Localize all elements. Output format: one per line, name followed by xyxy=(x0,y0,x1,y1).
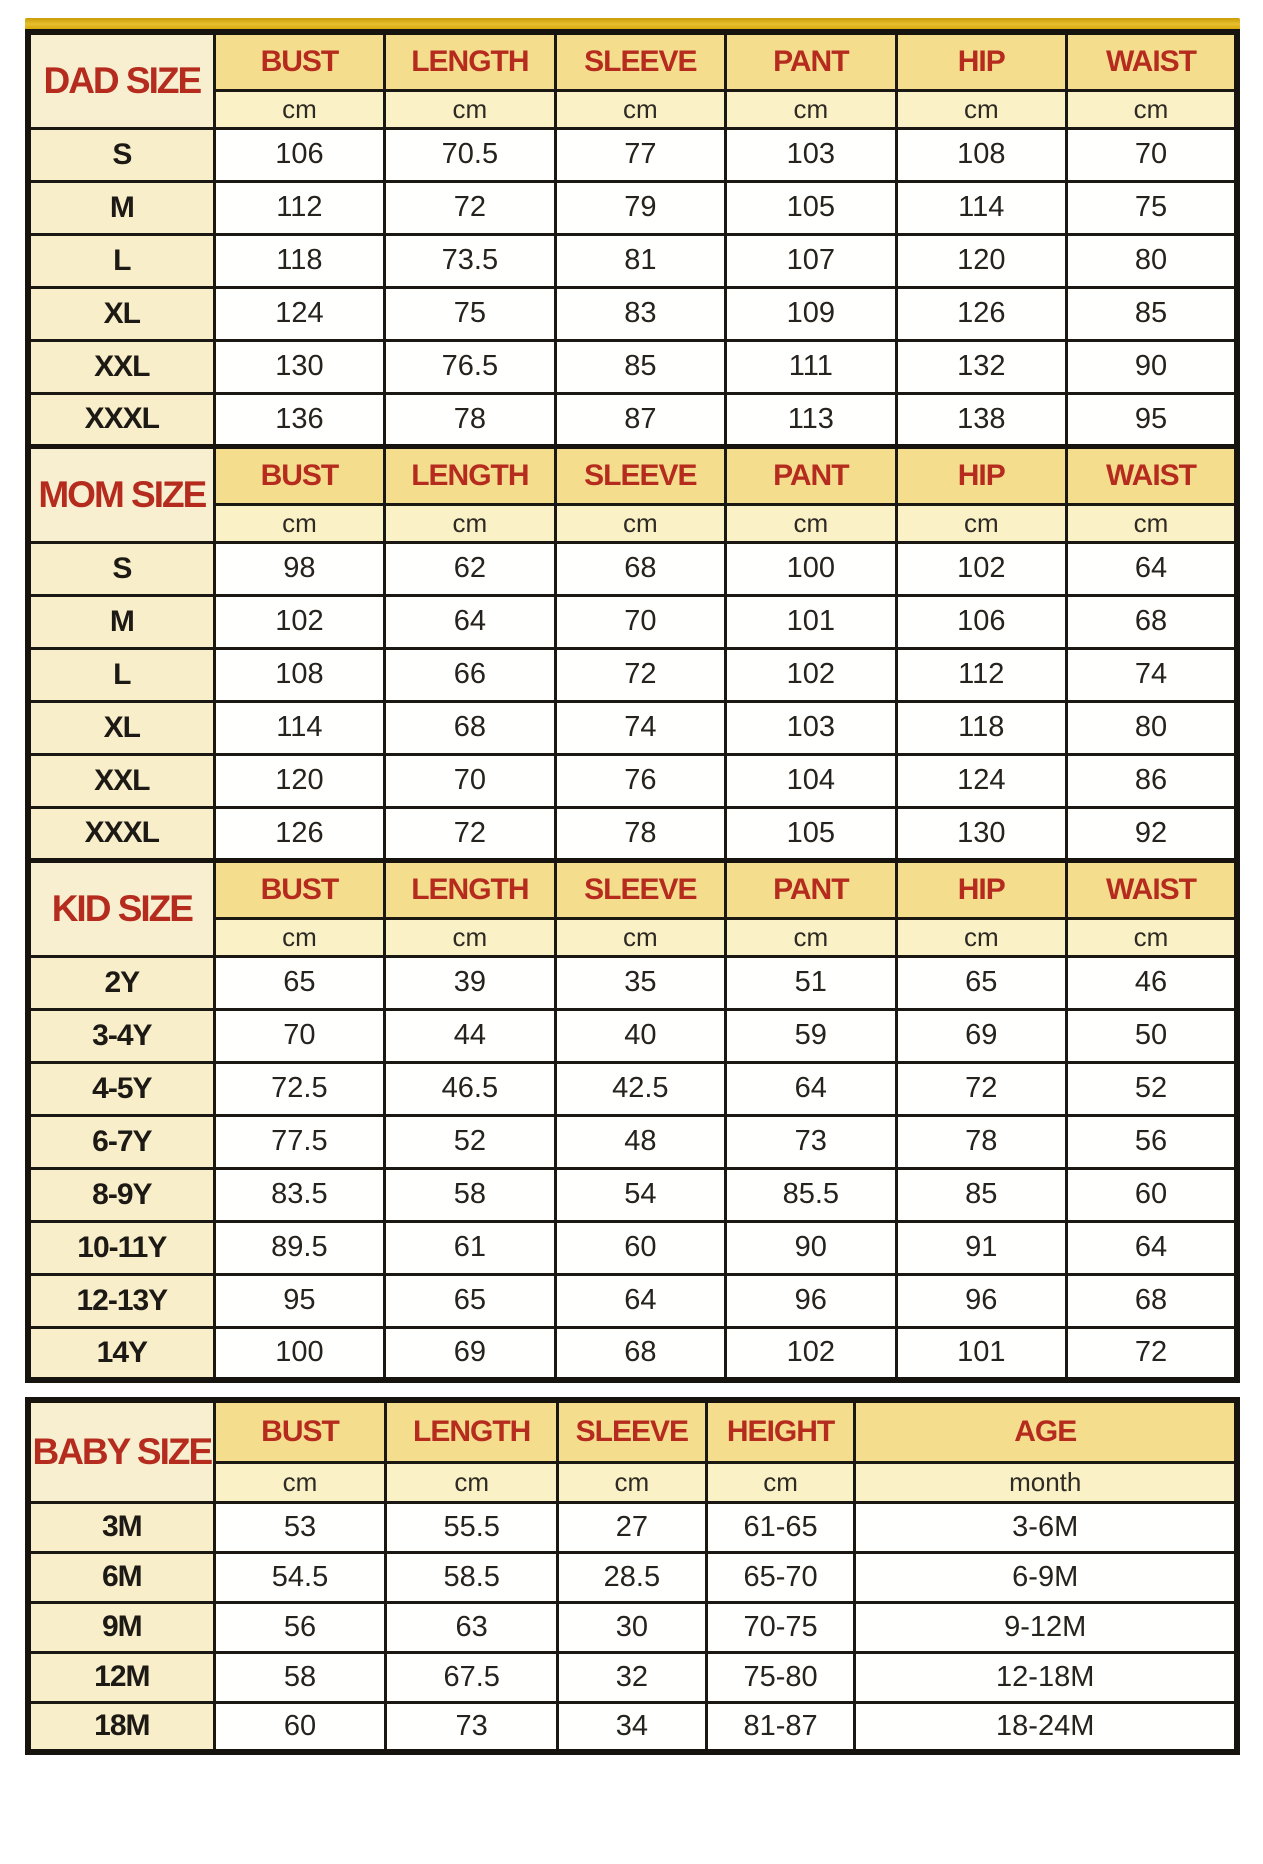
column-header: PANT xyxy=(726,32,896,90)
size-row-label: 8-9Y xyxy=(28,1168,214,1221)
unit-cell: cm xyxy=(214,1462,386,1502)
value-cell: 40 xyxy=(555,1009,725,1062)
column-header: PANT xyxy=(726,860,896,918)
value-cell: 77.5 xyxy=(214,1115,384,1168)
gold-top-bar xyxy=(25,18,1240,29)
value-cell: 85 xyxy=(896,1168,1066,1221)
value-cell: 106 xyxy=(214,128,384,181)
value-cell: 54 xyxy=(555,1168,725,1221)
unit-cell: cm xyxy=(385,90,555,128)
column-header: WAIST xyxy=(1067,446,1237,504)
value-cell: 81 xyxy=(555,234,725,287)
value-cell: 72 xyxy=(385,807,555,860)
size-row-label: 6-7Y xyxy=(28,1115,214,1168)
unit-cell: cm xyxy=(385,504,555,542)
table-row xyxy=(28,1552,1237,1602)
value-cell: 32 xyxy=(558,1652,707,1702)
value-cell: 39 xyxy=(385,956,555,1009)
size-row-label: 6M xyxy=(28,1552,214,1602)
value-cell: 112 xyxy=(896,648,1066,701)
value-cell: 126 xyxy=(214,807,384,860)
table-row xyxy=(28,393,1237,446)
value-cell: 18-24M xyxy=(855,1702,1237,1752)
value-cell: 66 xyxy=(385,648,555,701)
value-cell: 95 xyxy=(1067,393,1237,446)
column-header: BUST xyxy=(214,1400,386,1462)
value-cell: 68 xyxy=(555,1327,725,1380)
value-cell: 55.5 xyxy=(386,1502,558,1552)
table-row xyxy=(28,754,1237,807)
size-row-label: 14Y xyxy=(28,1327,214,1380)
value-cell: 46.5 xyxy=(385,1062,555,1115)
size-row-label: XXL xyxy=(28,754,214,807)
value-cell: 108 xyxy=(896,128,1066,181)
unit-cell: cm xyxy=(385,918,555,956)
table-row xyxy=(28,1221,1237,1274)
section-title: MOM SIZE xyxy=(28,446,214,542)
value-cell: 61-65 xyxy=(706,1502,855,1552)
value-cell: 85.5 xyxy=(726,1168,896,1221)
value-cell: 130 xyxy=(896,807,1066,860)
value-cell: 75 xyxy=(1067,181,1237,234)
value-cell: 85 xyxy=(1067,287,1237,340)
table-row xyxy=(28,287,1237,340)
unit-cell: cm xyxy=(1067,90,1237,128)
value-cell: 87 xyxy=(555,393,725,446)
unit-cell: cm xyxy=(555,90,725,128)
value-cell: 79 xyxy=(555,181,725,234)
value-cell: 107 xyxy=(726,234,896,287)
value-cell: 138 xyxy=(896,393,1066,446)
value-cell: 70-75 xyxy=(706,1602,855,1652)
value-cell: 59 xyxy=(726,1009,896,1062)
table-row xyxy=(28,1327,1237,1380)
value-cell: 75-80 xyxy=(706,1652,855,1702)
size-row-label: M xyxy=(28,595,214,648)
unit-cell: cm xyxy=(896,918,1066,956)
column-header: PANT xyxy=(726,446,896,504)
size-row-label: 3-4Y xyxy=(28,1009,214,1062)
value-cell: 78 xyxy=(555,807,725,860)
value-cell: 112 xyxy=(214,181,384,234)
value-cell: 65 xyxy=(896,956,1066,1009)
unit-cell: month xyxy=(855,1462,1237,1502)
column-header: AGE xyxy=(855,1400,1237,1462)
column-header: HEIGHT xyxy=(706,1400,855,1462)
value-cell: 120 xyxy=(214,754,384,807)
table-row xyxy=(28,595,1237,648)
value-cell: 48 xyxy=(555,1115,725,1168)
section-title: BABY SIZE xyxy=(28,1400,214,1502)
value-cell: 74 xyxy=(1067,648,1237,701)
size-row-label: 3M xyxy=(28,1502,214,1552)
value-cell: 56 xyxy=(214,1602,386,1652)
value-cell: 111 xyxy=(726,340,896,393)
value-cell: 68 xyxy=(555,542,725,595)
value-cell: 72.5 xyxy=(214,1062,384,1115)
table-row xyxy=(28,181,1237,234)
column-header: HIP xyxy=(896,446,1066,504)
value-cell: 74 xyxy=(555,701,725,754)
value-cell: 73 xyxy=(386,1702,558,1752)
table-row xyxy=(28,1502,1237,1552)
table-row xyxy=(28,1009,1237,1062)
value-cell: 106 xyxy=(896,595,1066,648)
value-cell: 102 xyxy=(726,648,896,701)
value-cell: 104 xyxy=(726,754,896,807)
value-cell: 63 xyxy=(386,1602,558,1652)
family-size-table-body xyxy=(28,32,1237,1380)
value-cell: 27 xyxy=(558,1502,707,1552)
value-cell: 80 xyxy=(1067,234,1237,287)
column-header: LENGTH xyxy=(385,32,555,90)
value-cell: 78 xyxy=(385,393,555,446)
value-cell: 44 xyxy=(385,1009,555,1062)
size-row-label: L xyxy=(28,648,214,701)
unit-cell: cm xyxy=(555,504,725,542)
unit-cell: cm xyxy=(1067,504,1237,542)
value-cell: 28.5 xyxy=(558,1552,707,1602)
value-cell: 60 xyxy=(555,1221,725,1274)
value-cell: 101 xyxy=(726,595,896,648)
unit-cell: cm xyxy=(896,90,1066,128)
table-row xyxy=(28,1652,1237,1702)
size-row-label: 4-5Y xyxy=(28,1062,214,1115)
value-cell: 72 xyxy=(896,1062,1066,1115)
value-cell: 83 xyxy=(555,287,725,340)
column-header: WAIST xyxy=(1067,860,1237,918)
value-cell: 76 xyxy=(555,754,725,807)
size-row-label: 12-13Y xyxy=(28,1274,214,1327)
value-cell: 103 xyxy=(726,701,896,754)
size-row-label: XL xyxy=(28,701,214,754)
value-cell: 83.5 xyxy=(214,1168,384,1221)
column-header: BUST xyxy=(214,860,384,918)
table-row xyxy=(28,128,1237,181)
value-cell: 72 xyxy=(385,181,555,234)
value-cell: 34 xyxy=(558,1702,707,1752)
value-cell: 35 xyxy=(555,956,725,1009)
value-cell: 92 xyxy=(1067,807,1237,860)
value-cell: 81-87 xyxy=(706,1702,855,1752)
value-cell: 54.5 xyxy=(214,1552,386,1602)
value-cell: 64 xyxy=(726,1062,896,1115)
value-cell: 72 xyxy=(1067,1327,1237,1380)
value-cell: 136 xyxy=(214,393,384,446)
table-row xyxy=(28,340,1237,393)
value-cell: 30 xyxy=(558,1602,707,1652)
table-row xyxy=(28,807,1237,860)
column-header: BUST xyxy=(214,446,384,504)
value-cell: 65 xyxy=(385,1274,555,1327)
value-cell: 68 xyxy=(1067,595,1237,648)
size-row-label: 2Y xyxy=(28,956,214,1009)
size-row-label: XL xyxy=(28,287,214,340)
size-row-label: XXXL xyxy=(28,393,214,446)
table-row xyxy=(28,956,1237,1009)
value-cell: 89.5 xyxy=(214,1221,384,1274)
value-cell: 65-70 xyxy=(706,1552,855,1602)
size-row-label: M xyxy=(28,181,214,234)
value-cell: 70 xyxy=(214,1009,384,1062)
table-row xyxy=(28,234,1237,287)
table-row xyxy=(28,1602,1237,1652)
value-cell: 98 xyxy=(214,542,384,595)
value-cell: 118 xyxy=(896,701,1066,754)
column-header: LENGTH xyxy=(385,860,555,918)
value-cell: 60 xyxy=(214,1702,386,1752)
value-cell: 50 xyxy=(1067,1009,1237,1062)
unit-cell: cm xyxy=(214,90,384,128)
table-row xyxy=(28,701,1237,754)
value-cell: 70.5 xyxy=(385,128,555,181)
value-cell: 95 xyxy=(214,1274,384,1327)
unit-cell: cm xyxy=(726,504,896,542)
baby-size-table xyxy=(25,1397,1240,1755)
column-header: SLEEVE xyxy=(558,1400,707,1462)
value-cell: 53 xyxy=(214,1502,386,1552)
value-cell: 70 xyxy=(1067,128,1237,181)
size-row-label: XXL xyxy=(28,340,214,393)
unit-cell: cm xyxy=(558,1462,707,1502)
value-cell: 64 xyxy=(1067,1221,1237,1274)
column-header: SLEEVE xyxy=(555,32,725,90)
column-header: HIP xyxy=(896,32,1066,90)
value-cell: 130 xyxy=(214,340,384,393)
value-cell: 61 xyxy=(385,1221,555,1274)
unit-cell: cm xyxy=(214,504,384,542)
value-cell: 64 xyxy=(385,595,555,648)
unit-cell: cm xyxy=(726,918,896,956)
value-cell: 90 xyxy=(1067,340,1237,393)
value-cell: 52 xyxy=(1067,1062,1237,1115)
column-header: BUST xyxy=(214,32,384,90)
size-row-label: 18M xyxy=(28,1702,214,1752)
column-header: SLEEVE xyxy=(555,860,725,918)
value-cell: 103 xyxy=(726,128,896,181)
value-cell: 3-6M xyxy=(855,1502,1237,1552)
value-cell: 58 xyxy=(385,1168,555,1221)
value-cell: 42.5 xyxy=(555,1062,725,1115)
value-cell: 73 xyxy=(726,1115,896,1168)
value-cell: 6-9M xyxy=(855,1552,1237,1602)
value-cell: 105 xyxy=(726,181,896,234)
value-cell: 126 xyxy=(896,287,1066,340)
value-cell: 118 xyxy=(214,234,384,287)
value-cell: 120 xyxy=(896,234,1066,287)
value-cell: 100 xyxy=(726,542,896,595)
value-cell: 90 xyxy=(726,1221,896,1274)
value-cell: 70 xyxy=(385,754,555,807)
table-row xyxy=(28,1274,1237,1327)
size-row-label: 10-11Y xyxy=(28,1221,214,1274)
table-row xyxy=(28,648,1237,701)
family-size-table xyxy=(25,29,1240,1383)
unit-cell: cm xyxy=(706,1462,855,1502)
unit-cell: cm xyxy=(555,918,725,956)
value-cell: 46 xyxy=(1067,956,1237,1009)
section-title: DAD SIZE xyxy=(28,32,214,128)
value-cell: 86 xyxy=(1067,754,1237,807)
value-cell: 132 xyxy=(896,340,1066,393)
value-cell: 124 xyxy=(214,287,384,340)
value-cell: 69 xyxy=(385,1327,555,1380)
value-cell: 124 xyxy=(896,754,1066,807)
size-row-label: S xyxy=(28,128,214,181)
value-cell: 109 xyxy=(726,287,896,340)
value-cell: 70 xyxy=(555,595,725,648)
column-header: LENGTH xyxy=(386,1400,558,1462)
value-cell: 75 xyxy=(385,287,555,340)
value-cell: 69 xyxy=(896,1009,1066,1062)
value-cell: 72 xyxy=(555,648,725,701)
value-cell: 105 xyxy=(726,807,896,860)
value-cell: 101 xyxy=(896,1327,1066,1380)
value-cell: 12-18M xyxy=(855,1652,1237,1702)
value-cell: 76.5 xyxy=(385,340,555,393)
baby-size-table-body xyxy=(28,1400,1237,1752)
value-cell: 51 xyxy=(726,956,896,1009)
column-header: SLEEVE xyxy=(555,446,725,504)
column-header: HIP xyxy=(896,860,1066,918)
value-cell: 96 xyxy=(726,1274,896,1327)
value-cell: 80 xyxy=(1067,701,1237,754)
value-cell: 114 xyxy=(214,701,384,754)
section-title: KID SIZE xyxy=(28,860,214,956)
value-cell: 102 xyxy=(726,1327,896,1380)
table-row xyxy=(28,542,1237,595)
size-row-label: 9M xyxy=(28,1602,214,1652)
value-cell: 64 xyxy=(1067,542,1237,595)
value-cell: 73.5 xyxy=(385,234,555,287)
value-cell: 77 xyxy=(555,128,725,181)
value-cell: 108 xyxy=(214,648,384,701)
value-cell: 100 xyxy=(214,1327,384,1380)
value-cell: 65 xyxy=(214,956,384,1009)
value-cell: 9-12M xyxy=(855,1602,1237,1652)
unit-cell: cm xyxy=(726,90,896,128)
value-cell: 52 xyxy=(385,1115,555,1168)
size-row-label: 12M xyxy=(28,1652,214,1702)
value-cell: 102 xyxy=(214,595,384,648)
table-row xyxy=(28,1702,1237,1752)
value-cell: 60 xyxy=(1067,1168,1237,1221)
value-cell: 58.5 xyxy=(386,1552,558,1602)
value-cell: 62 xyxy=(385,542,555,595)
size-row-label: S xyxy=(28,542,214,595)
unit-cell: cm xyxy=(1067,918,1237,956)
value-cell: 102 xyxy=(896,542,1066,595)
table-row xyxy=(28,1115,1237,1168)
size-row-label: L xyxy=(28,234,214,287)
unit-cell: cm xyxy=(896,504,1066,542)
value-cell: 78 xyxy=(896,1115,1066,1168)
value-cell: 68 xyxy=(385,701,555,754)
column-header: WAIST xyxy=(1067,32,1237,90)
unit-cell: cm xyxy=(214,918,384,956)
value-cell: 113 xyxy=(726,393,896,446)
value-cell: 114 xyxy=(896,181,1066,234)
column-header: LENGTH xyxy=(385,446,555,504)
table-row xyxy=(28,1168,1237,1221)
unit-cell: cm xyxy=(386,1462,558,1502)
value-cell: 68 xyxy=(1067,1274,1237,1327)
value-cell: 64 xyxy=(555,1274,725,1327)
value-cell: 58 xyxy=(214,1652,386,1702)
table-row xyxy=(28,1062,1237,1115)
table-gap xyxy=(25,1383,1240,1397)
value-cell: 85 xyxy=(555,340,725,393)
value-cell: 96 xyxy=(896,1274,1066,1327)
value-cell: 56 xyxy=(1067,1115,1237,1168)
size-row-label: XXXL xyxy=(28,807,214,860)
value-cell: 67.5 xyxy=(386,1652,558,1702)
value-cell: 91 xyxy=(896,1221,1066,1274)
